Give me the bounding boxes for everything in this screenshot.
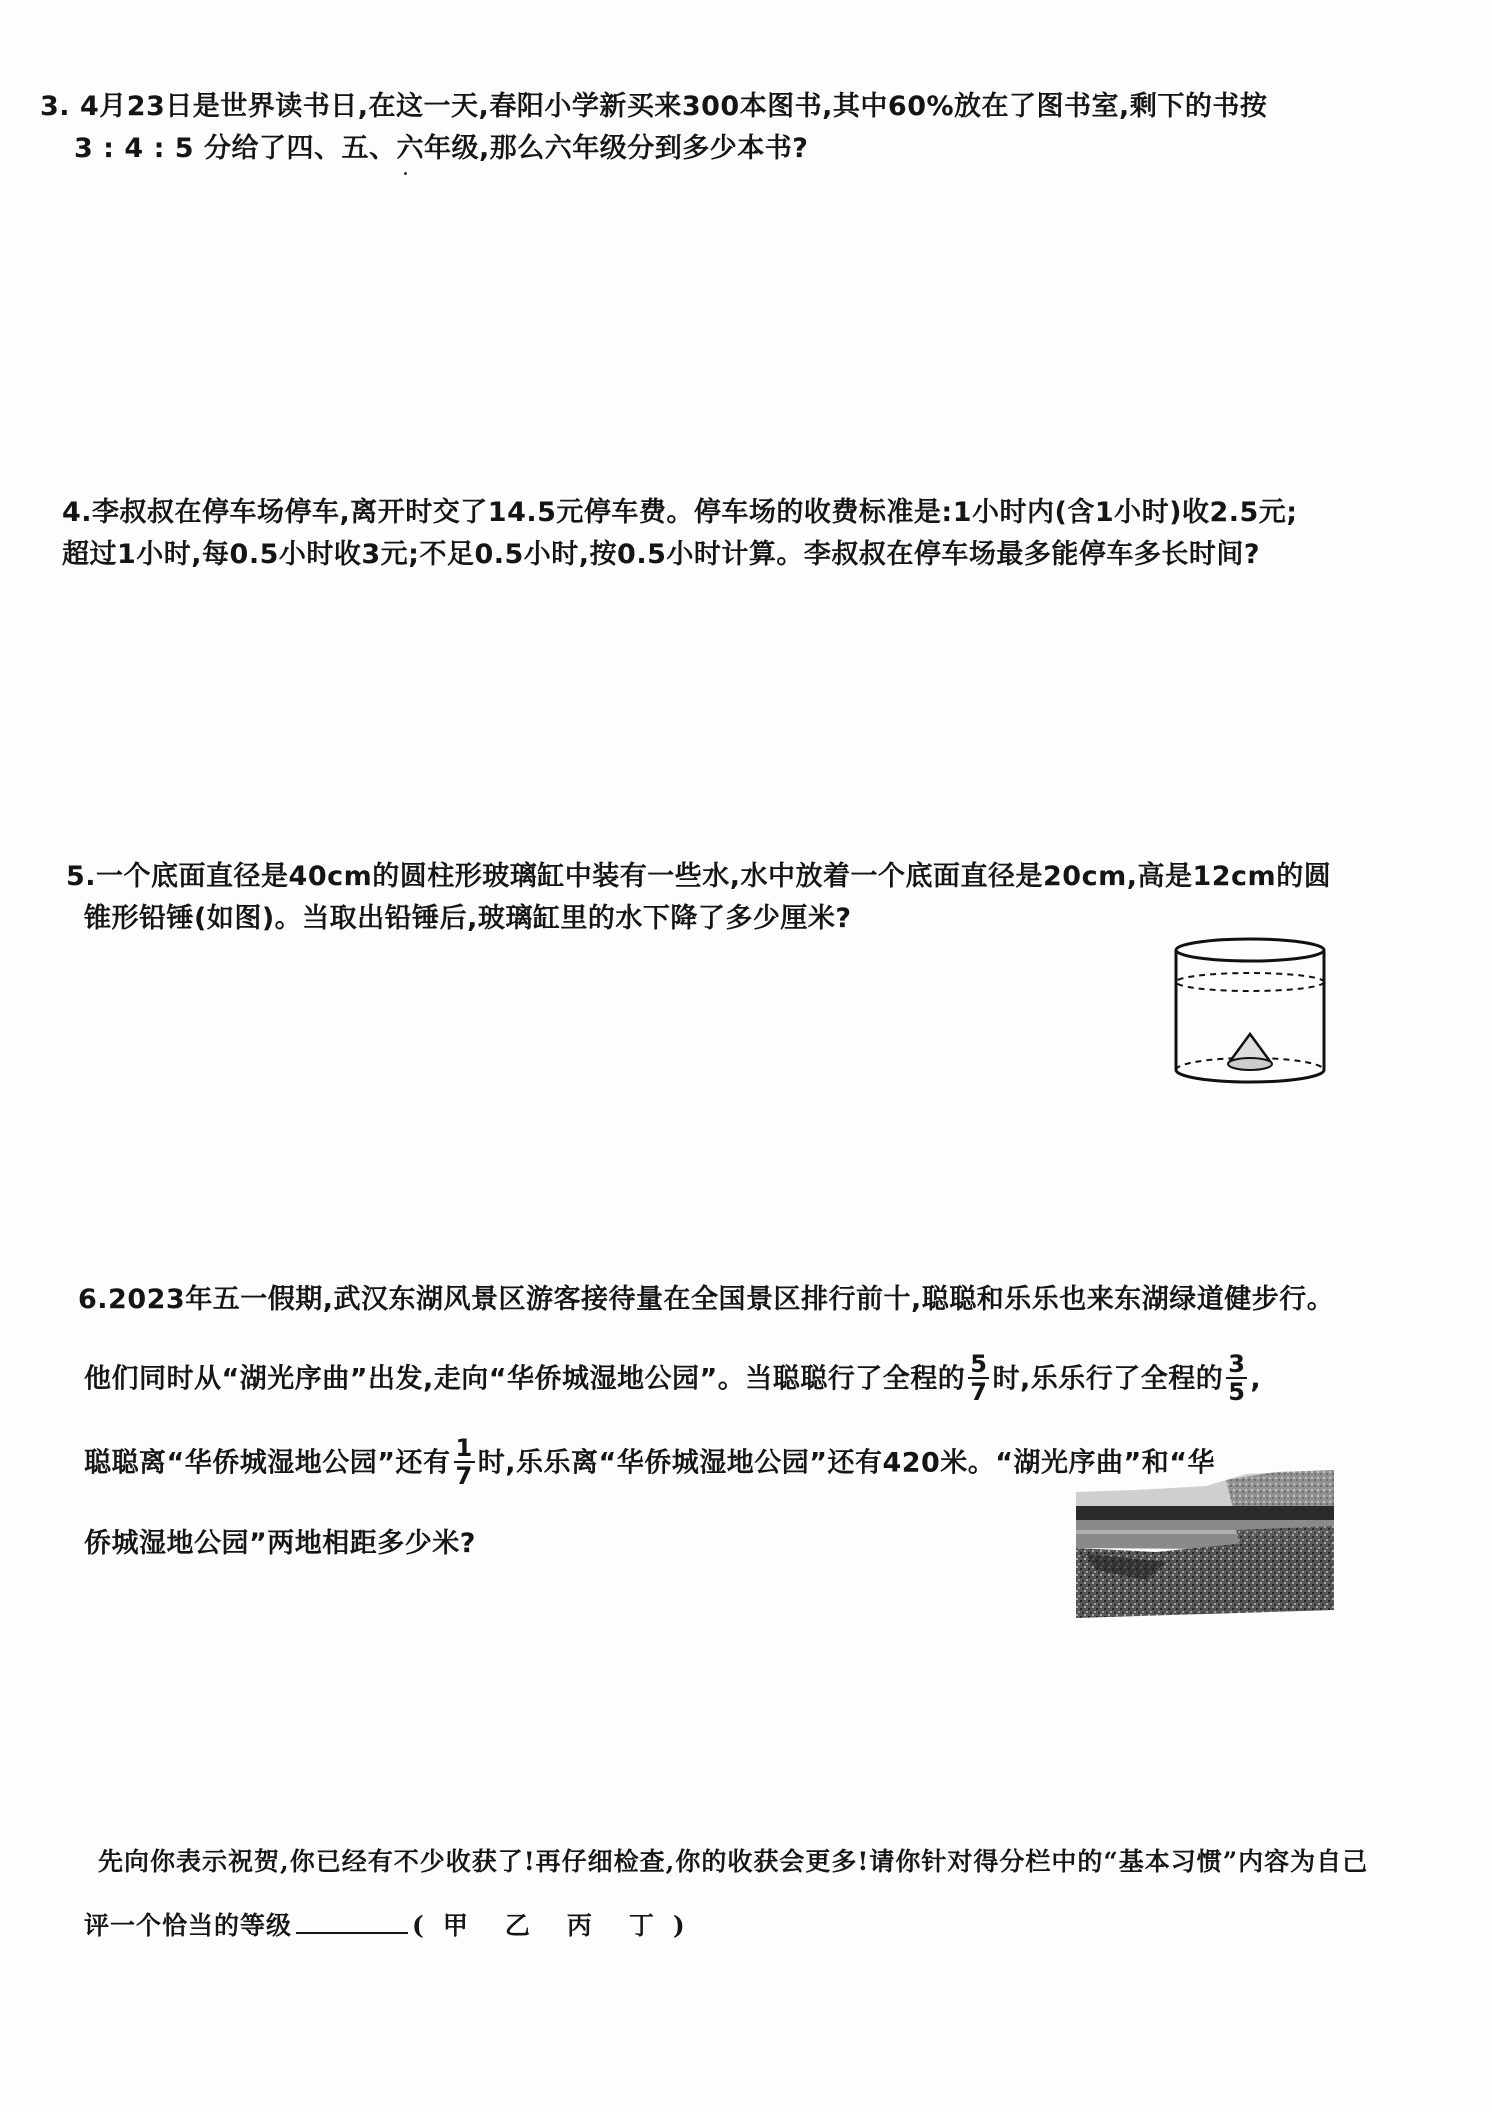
fraction-numerator: 5 <box>970 1350 988 1378</box>
question-4-line-2: 超过1小时,每0.5小时收3元;不足0.5小时,按0.5小时计算。李叔叔在停车场最多能停车多长时间? <box>62 539 1261 570</box>
grade-option-ding[interactable]: 丁 <box>628 1911 655 1940</box>
fraction-numerator: 1 <box>455 1434 473 1462</box>
fraction-1-7 <box>454 1435 475 1489</box>
fraction-denominator: 7 <box>455 1462 473 1490</box>
question-4 <box>62 492 1298 576</box>
question-5-line-1: 5.一个底面直径是40cm的圆柱形玻璃缸中装有一些水,水中放着一个底面直径是20cm,高是12cm的圆 <box>66 861 1332 892</box>
cylinder-with-cone-icon <box>1170 936 1330 1090</box>
lake-photo-icon <box>1076 1470 1334 1618</box>
question-5 <box>66 856 1331 940</box>
question-6-line-2 <box>84 1350 1334 1407</box>
question-3-line-1: 3. 4月23日是世界读书日,在这一天,春阳小学新买来300本图书,其中60%放在了图书室,剩下的书按 <box>40 91 1268 122</box>
question-6-line-2-text-b: 时,乐乐行了全程的 <box>992 1363 1224 1395</box>
question-5-line-2: 锥形铅锤(如图)。当取出铅锤后,玻璃缸里的水下降了多少厘米? <box>84 903 852 934</box>
fraction-denominator: 7 <box>970 1378 988 1406</box>
grade-options <box>425 1911 673 1940</box>
paren-open: ( <box>412 1911 425 1940</box>
question-3 <box>40 86 1267 170</box>
fraction-denominator: 5 <box>1228 1378 1246 1406</box>
grade-prompt: 评一个恰当的等级 <box>84 1911 293 1940</box>
question-3-line-2: 3 : 4 : 5 分给了四、五、六年级,那么六年级分到多少本书? <box>74 133 809 164</box>
question-6-line-1: 6.2023年五一假期,武汉东湖风景区游客接待量在全国景区排行前十,聪聪和乐乐也来东湖绿道健步行。 <box>78 1284 1335 1315</box>
footer-line-2 <box>84 1906 1368 1946</box>
footer-line-1: 先向你表示祝贺,你已经有不少收获了!再仔细检查,你的收获会更多!请你针对得分栏中的“基本习惯”内容为自己 <box>98 1847 1369 1876</box>
question-6-line-3-text-b: 时,乐乐离“华侨城湿地公园”还有420米。“湖光序曲”和“华 <box>477 1447 1216 1479</box>
fraction-5-7 <box>968 1351 989 1405</box>
footer-note <box>84 1842 1369 1946</box>
scan-speck <box>404 172 407 175</box>
grade-option-jia[interactable]: 甲 <box>442 1911 469 1940</box>
question-4-line-1: 4.李叔叔在停车场停车,离开时交了14.5元停车费。停车场的收费标准是:1小时内(含1小时)收2.5元; <box>62 497 1298 528</box>
grade-option-yi[interactable]: 乙 <box>504 1911 531 1940</box>
question-6-line-4: 侨城湿地公园”两地相距多少米? <box>84 1528 476 1559</box>
question-6-line-2-text-a: 他们同时从“湖光序曲”出发,走向“华侨城湿地公园”。当聪聪行了全程的 <box>84 1363 966 1395</box>
fraction-numerator: 3 <box>1228 1350 1246 1378</box>
grade-blank[interactable] <box>296 1932 408 1934</box>
question-6-line-2-text-c: , <box>1250 1363 1262 1395</box>
grade-option-bing[interactable]: 丙 <box>566 1911 593 1940</box>
fraction-3-5 <box>1226 1351 1247 1405</box>
question-6-line-3-text-a: 聪聪离“华侨城湿地公园”还有 <box>84 1447 451 1479</box>
paren-close: ) <box>672 1911 686 1940</box>
